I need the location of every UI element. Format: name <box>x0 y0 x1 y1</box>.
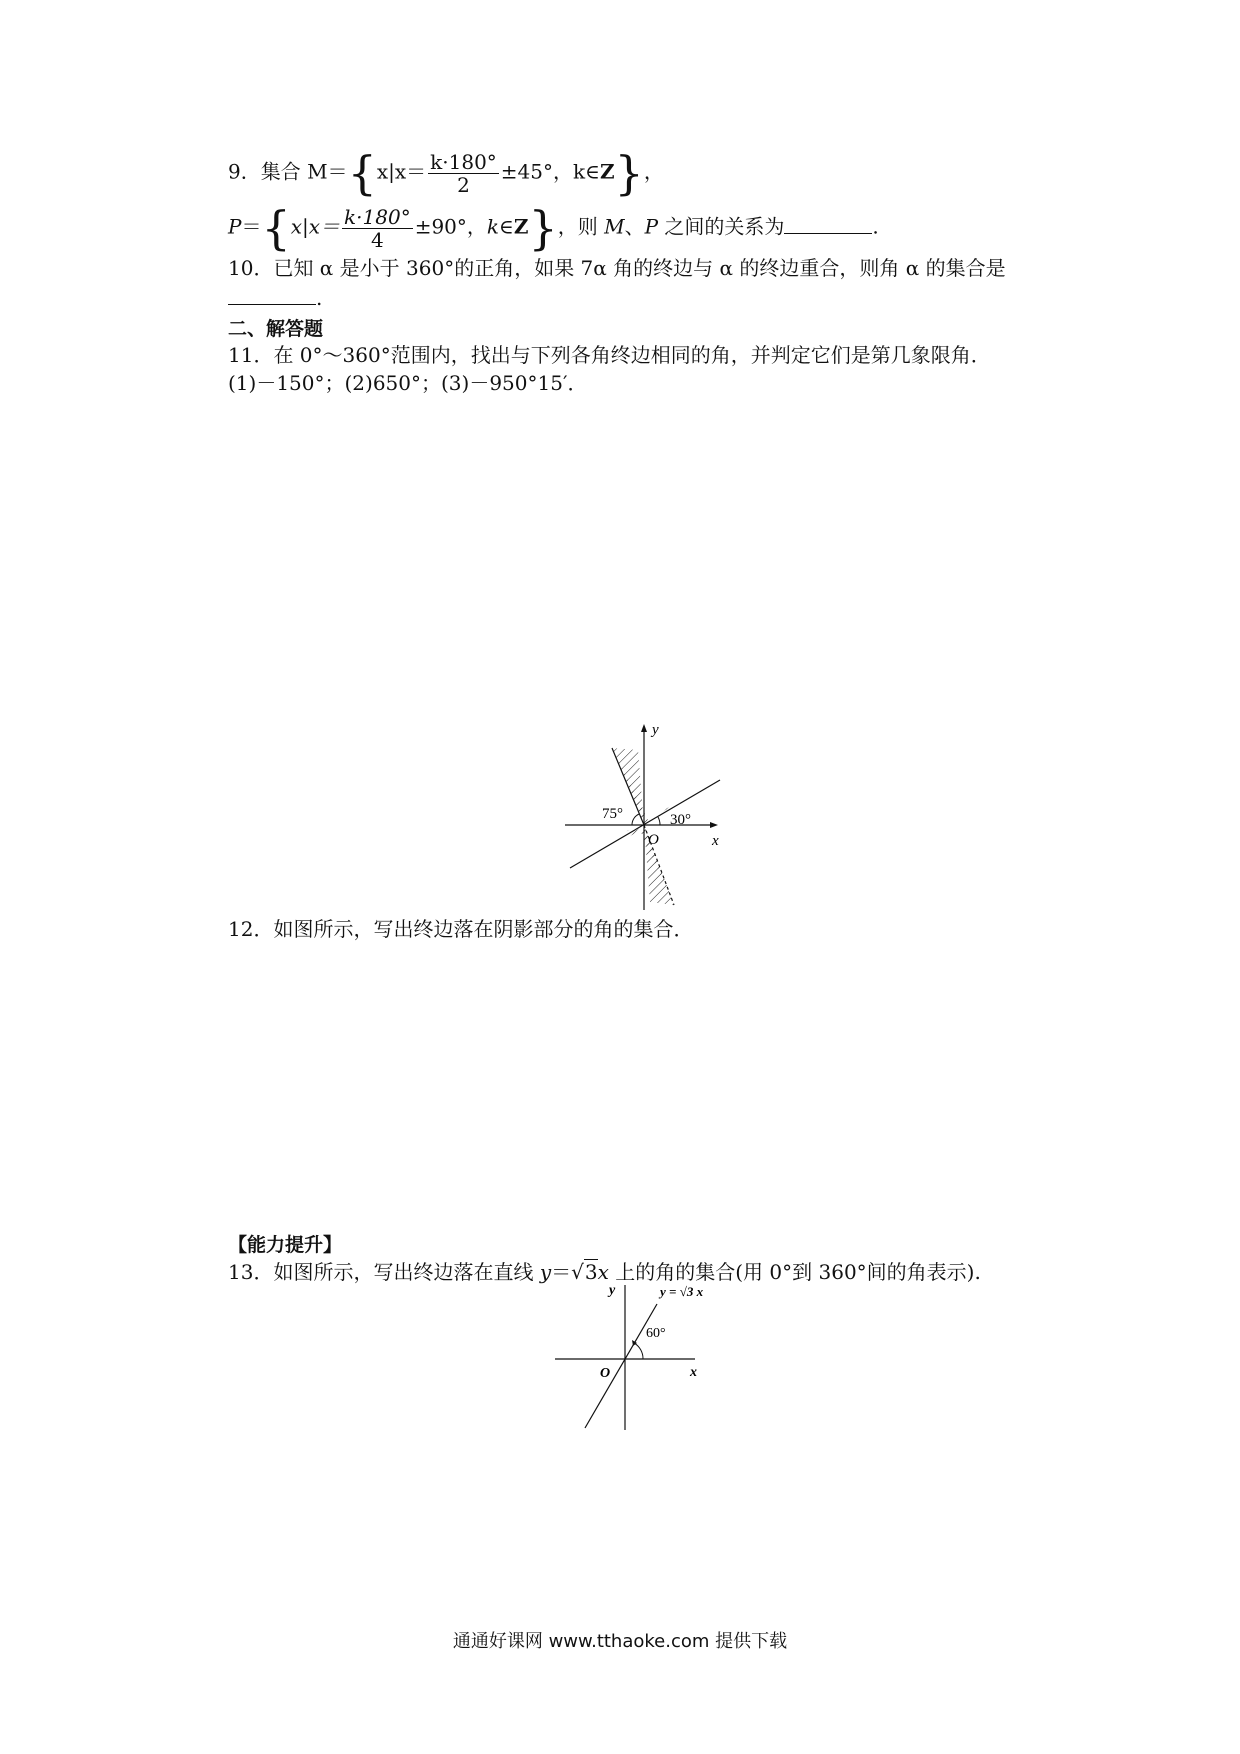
q12-angle-arc-30 <box>658 817 660 825</box>
q13-line-label: y = √3 x <box>660 1284 704 1299</box>
x-axis-arrow-icon <box>710 822 718 828</box>
q13-origin-label: O <box>600 1366 611 1381</box>
q12-text: 12．如图所示，写出终边落在阴影部分的角的集合． <box>228 917 694 941</box>
q9-line2: P＝{x|x＝ $\frac{k\cdot 180^\circ}{4}$ ±90°，k∈Z}，则 M、P 之间的关系为 . <box>228 201 879 255</box>
section-heading-solutions: 二、解答题 <box>228 318 324 340</box>
q12-line-30deg <box>570 780 720 868</box>
q12-figure <box>560 720 730 910</box>
y-axis-arrow-icon <box>641 724 647 732</box>
q12-y-label: y <box>652 722 659 738</box>
q13-text: 13．如图所示，写出终边落在直线 y＝√3x 上的角的集合(用 0°到 360°间的角表示). <box>228 1260 981 1284</box>
section-heading-advanced: 【能力提升】 <box>228 1234 343 1256</box>
q12-angle-label-75: 75° <box>602 806 623 822</box>
q10-answer-blank[interactable] <box>228 304 316 305</box>
q13-y-label: y <box>609 1283 616 1298</box>
q13-x-label: x <box>690 1365 697 1380</box>
q13-line-sqrt3 <box>585 1304 657 1428</box>
q11-items: (1)－150°；(2)650°；(3)－950°15′． <box>228 371 588 395</box>
page-footer: 通通好课网 www.tthaoke.com 提供下载 <box>452 1631 788 1652</box>
q13-angle-label: 60° <box>646 1326 666 1341</box>
q9-fraction-1: $\frac{k\cdot 180^\circ}{2}$ <box>430 149 497 197</box>
q12-angle-label-30: 30° <box>670 812 691 828</box>
q12-x-label: x <box>712 833 719 849</box>
sqrt-symbol: √ <box>571 1260 584 1284</box>
q11-text: 11．在 0°～360°范围内，找出与下列各角终边相同的角，并判定它们是第几象限角． <box>228 343 991 367</box>
q10-line2: . <box>228 286 322 310</box>
q13-figure <box>555 1280 725 1430</box>
q10-line1: 10．已知 α 是小于 360°的正角，如果 7α 角的终边与 α 的终边重合，则角 α 的集合是 <box>228 256 1006 280</box>
q9-answer-blank[interactable] <box>784 233 872 234</box>
q13-angle-arc <box>634 1343 643 1359</box>
q9-fraction-2: $\frac{k\cdot 180^\circ}{4}$ <box>344 204 411 252</box>
q12-origin-label: O <box>648 832 659 848</box>
q9-line1: 9．集合 M＝{x|x＝ $\frac{k\cdot 180^\circ}{2}$ ±45°，k∈Z}， <box>228 146 664 200</box>
q12-angle-arc-75 <box>632 814 639 825</box>
